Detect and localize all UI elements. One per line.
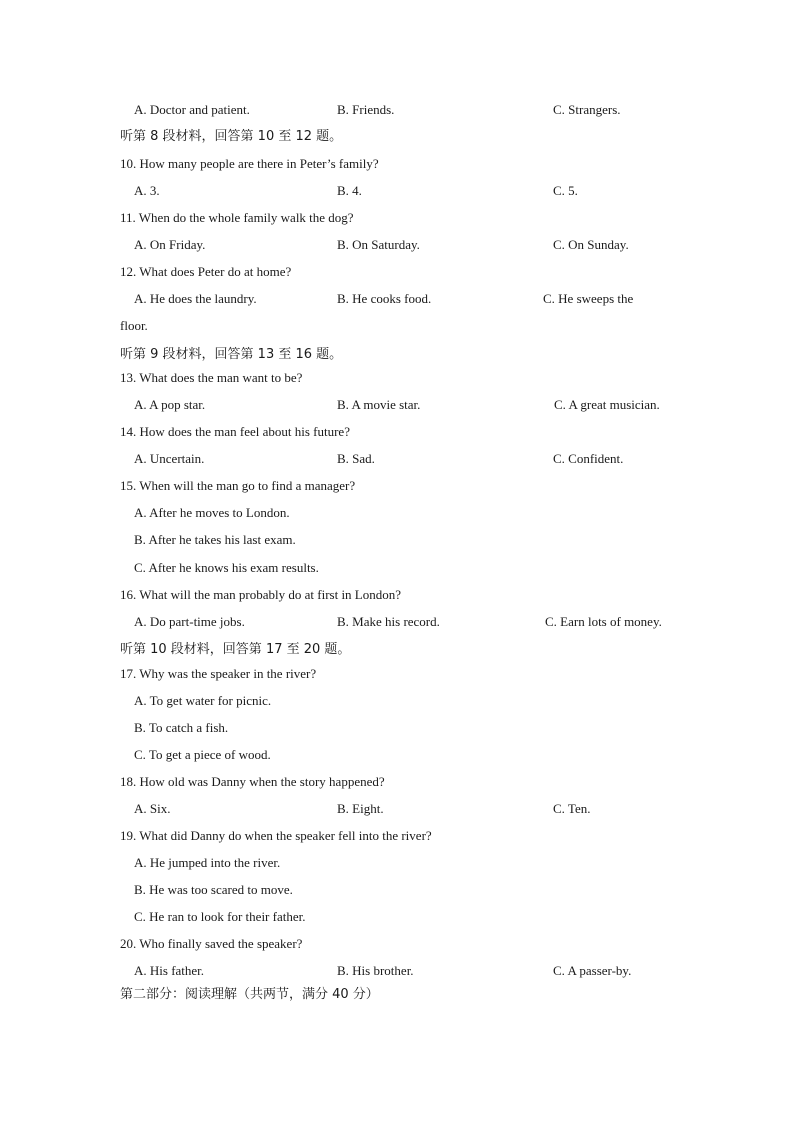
- q18-option-a: A. Six.: [134, 801, 171, 816]
- q17-option-a: A. To get water for picnic.: [134, 693, 272, 708]
- q17-option-b: B. To catch a fish.: [134, 720, 229, 735]
- q14-option-c: C. Confident.: [553, 451, 624, 466]
- section-heading-9: 听第 9 段材料，回答第 13 至 16 题。: [120, 347, 343, 362]
- q9-options: [134, 100, 694, 120]
- q10-options: [134, 181, 694, 201]
- q18-option-c: C. Ten.: [553, 801, 591, 816]
- q11-option-a: A. On Friday.: [134, 237, 206, 252]
- q15-option-a: A. After he moves to London.: [134, 505, 290, 520]
- question-15: 15. When will the man go to find a manager?: [120, 478, 356, 493]
- q10-option-c: C. 5.: [553, 183, 578, 198]
- q17-option-c: C. To get a piece of wood.: [134, 747, 271, 762]
- part-two-heading: 第二部分：阅读理解（共两节，满分 40 分）: [120, 987, 379, 1002]
- question-13: 13. What does the man want to be?: [120, 370, 303, 385]
- q16-option-a: A. Do part-time jobs.: [134, 614, 245, 629]
- q16-option-b: B. Make his record.: [337, 614, 440, 629]
- q14-option-b: B. Sad.: [337, 451, 375, 466]
- q11-option-c: C. On Sunday.: [553, 237, 629, 252]
- question-19: 19. What did Danny do when the speaker fell into the river?: [120, 828, 432, 843]
- q19-option-c: C. He ran to look for their father.: [134, 909, 306, 924]
- question-18: 18. How old was Danny when the story happened?: [120, 774, 385, 789]
- q14-option-a: A. Uncertain.: [134, 451, 205, 466]
- q19-option-a: A. He jumped into the river.: [134, 855, 281, 870]
- q16-option-c: C. Earn lots of money.: [545, 614, 662, 629]
- question-12: 12. What does Peter do at home?: [120, 264, 292, 279]
- q9-option-c: C. Strangers.: [553, 102, 621, 117]
- q20-option-b: B. His brother.: [337, 963, 414, 978]
- q18-option-b: B. Eight.: [337, 801, 384, 816]
- q13-options: [134, 395, 694, 415]
- question-10: 10. How many people are there in Peter’s family?: [120, 156, 379, 171]
- q9-option-b: B. Friends.: [337, 102, 395, 117]
- q20-option-c: C. A passer-by.: [553, 963, 632, 978]
- q12-options: [134, 289, 694, 309]
- section-heading-8: 听第 8 段材料，回答第 10 至 12 题。: [120, 129, 343, 144]
- q15-option-c: C. After he knows his exam results.: [134, 560, 319, 575]
- q15-option-b: B. After he takes his last exam.: [134, 532, 296, 547]
- q9-option-a: A. Doctor and patient.: [134, 102, 250, 117]
- question-16: 16. What will the man probably do at first in London?: [120, 587, 402, 602]
- q19-option-b: B. He was too scared to move.: [134, 882, 293, 897]
- q13-option-c: C. A great musician.: [554, 397, 660, 412]
- q12-option-c: C. He sweeps the: [543, 291, 634, 306]
- q14-options: [134, 449, 694, 469]
- q11-options: [134, 235, 694, 255]
- q20-options: [134, 961, 694, 981]
- q16-options: [134, 612, 694, 632]
- q13-option-a: A. A pop star.: [134, 397, 206, 412]
- q10-option-a: A. 3.: [134, 183, 160, 198]
- question-14: 14. How does the man feel about his future?: [120, 424, 350, 439]
- q18-options: [134, 799, 694, 819]
- q12-option-a: A. He does the laundry.: [134, 291, 257, 306]
- question-17: 17. Why was the speaker in the river?: [120, 666, 317, 681]
- q10-option-b: B. 4.: [337, 183, 362, 198]
- q11-option-b: B. On Saturday.: [337, 237, 420, 252]
- q13-option-b: B. A movie star.: [337, 397, 421, 412]
- question-11: 11. When do the whole family walk the dog?: [120, 210, 354, 225]
- section-heading-10: 听第 10 段材料，回答第 17 至 20 题。: [120, 642, 351, 657]
- q12-option-c-continuation: floor.: [120, 318, 148, 333]
- question-20: 20. Who finally saved the speaker?: [120, 936, 303, 951]
- q20-option-a: A. His father.: [134, 963, 205, 978]
- q12-option-b: B. He cooks food.: [337, 291, 432, 306]
